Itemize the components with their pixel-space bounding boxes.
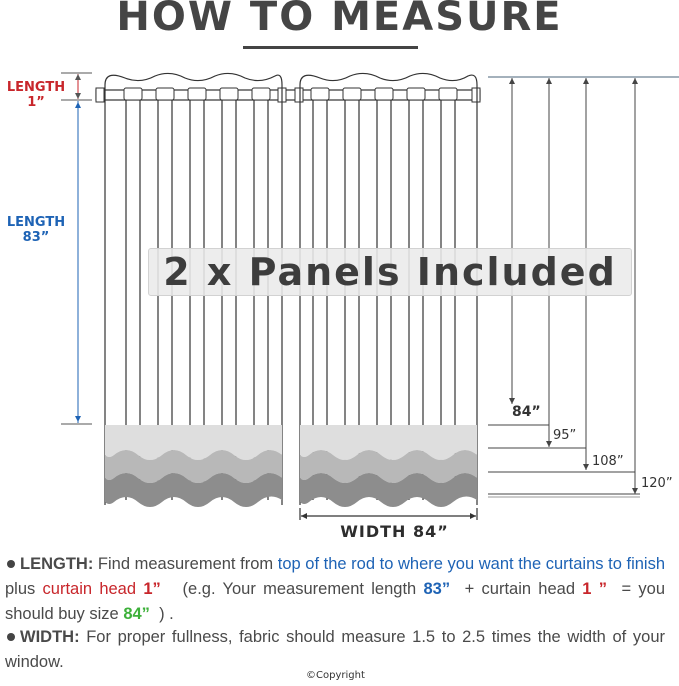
length-text-4: curtain head bbox=[42, 580, 144, 598]
length-text-8: + curtain head bbox=[450, 580, 583, 598]
size-120-label: 120” bbox=[641, 476, 673, 491]
body-length-value: 83” bbox=[22, 230, 50, 245]
copyright-note: ©Copyright bbox=[306, 670, 365, 681]
length-text-2: top of the rod to where you want the curtains to finish bbox=[277, 555, 666, 573]
length-text-10: = you should buy size bbox=[5, 580, 666, 623]
length-text-12: ) . bbox=[149, 605, 174, 623]
left-dimension-lines bbox=[61, 73, 92, 424]
length-text-1: Find measurement from bbox=[93, 555, 278, 573]
size-108-label: 108” bbox=[592, 454, 624, 469]
width-label: WIDTH 84” bbox=[340, 522, 449, 541]
width-heading: WIDTH: bbox=[20, 628, 80, 646]
panels-included-banner: 2 x Panels Included bbox=[148, 248, 632, 296]
head-length-value: 1” bbox=[27, 95, 45, 110]
left-hem-bands bbox=[105, 425, 282, 507]
width-dimension bbox=[300, 508, 477, 520]
bullet-icon bbox=[7, 633, 15, 641]
width-text: For proper fullness, fabric should measure 1.5 to 2.5 times the width of your window. bbox=[5, 628, 665, 671]
body-length-label: LENGTH bbox=[6, 215, 66, 230]
length-text-3: plus bbox=[5, 580, 43, 598]
size-95-label: 95” bbox=[553, 428, 577, 443]
length-text-5: 1” bbox=[143, 580, 161, 598]
head-length-label: LENGTH bbox=[6, 80, 66, 95]
length-text-6: (e.g. Your measurement length bbox=[160, 580, 424, 598]
length-text-9: 1 ” bbox=[582, 580, 607, 598]
bullet-icon bbox=[7, 560, 15, 568]
length-text-7: 83” bbox=[423, 580, 451, 598]
width-instruction bbox=[5, 625, 665, 675]
page-title: HOW TO MEASURE bbox=[116, 0, 563, 40]
length-text-11: 84” bbox=[123, 605, 150, 623]
size-84-label: 84” bbox=[512, 404, 541, 420]
right-hem-bands bbox=[300, 425, 477, 507]
length-heading: LENGTH: bbox=[20, 555, 94, 573]
length-instruction bbox=[5, 552, 665, 627]
